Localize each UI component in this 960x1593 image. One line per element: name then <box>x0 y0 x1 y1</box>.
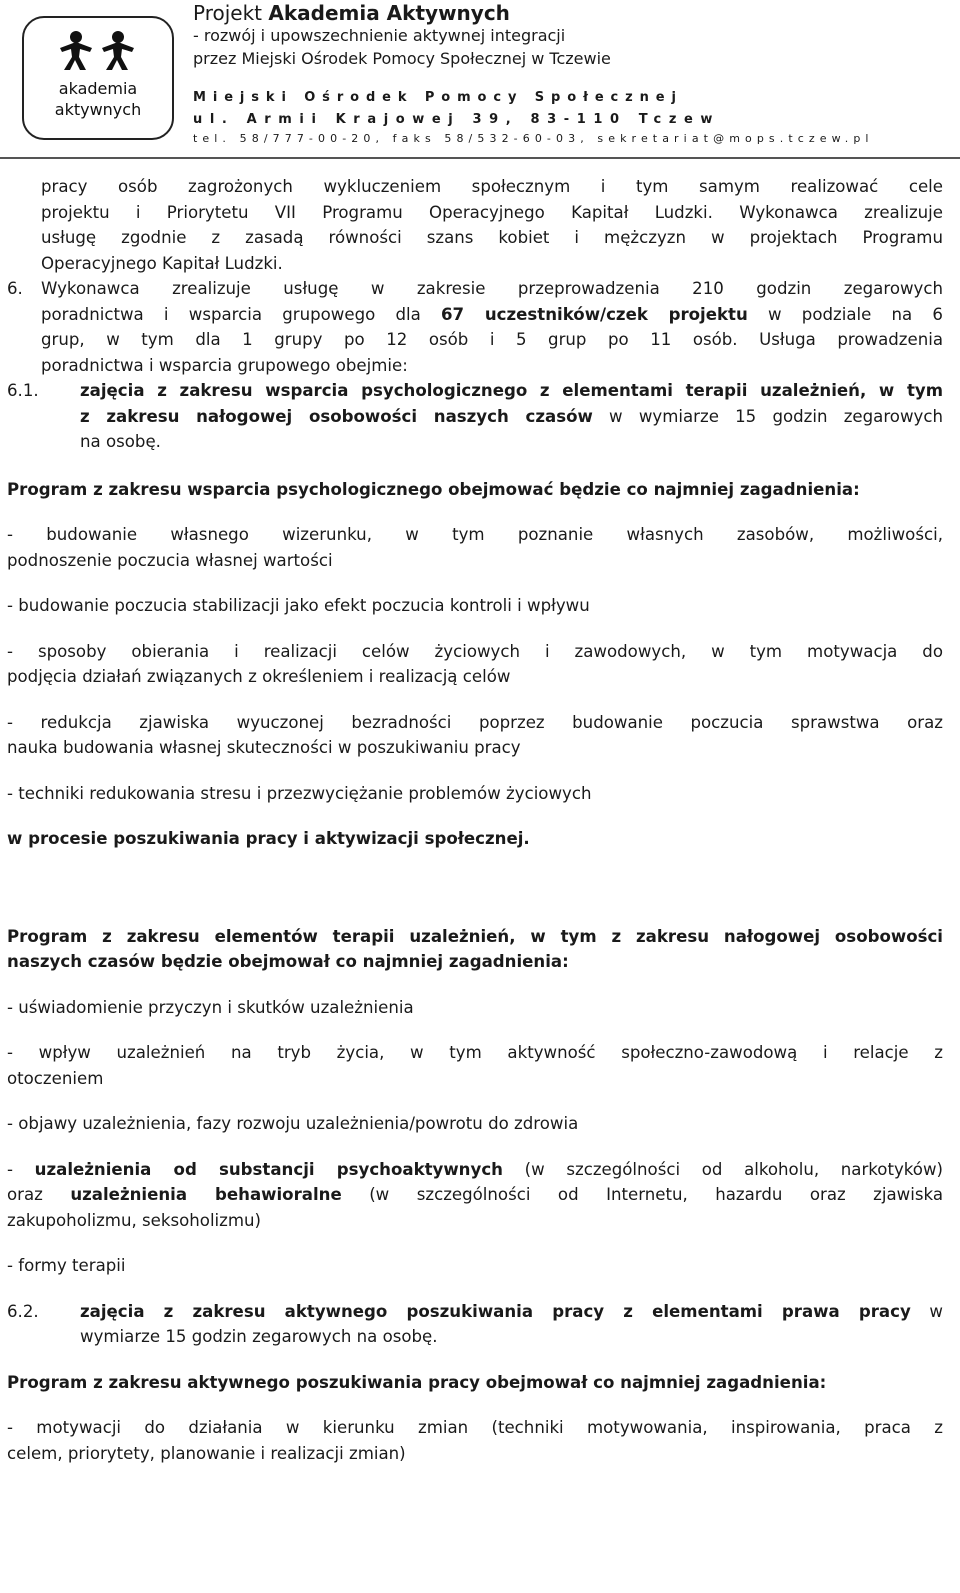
text-line: pracy osób zagrożonych wykluczeniem społecznym i tym samym realizować cele <box>41 177 943 196</box>
program-1-closing <box>7 826 943 852</box>
text-span: z zakresu nałogowej osobowości naszych czasów <box>80 406 593 426</box>
list-item: - motywacji do działania w kierunku zmian (techniki motywowania, inspirowania, praca z <box>7 1418 943 1437</box>
list-item: - uświadomienie przyczyn i skutków uzależnienia <box>7 997 414 1017</box>
project-prefix: Projekt <box>193 1 269 25</box>
list-item-cont <box>7 1182 943 1208</box>
org-name: Miejski Ośrodek Pomocy Społecznej <box>193 90 683 105</box>
logo-line1: akademia <box>58 79 138 98</box>
section-6 <box>0 276 960 378</box>
section-6-2 <box>0 1299 960 1350</box>
text-line: wymiarze 15 godzin zegarowych na osobę. <box>80 1327 438 1346</box>
program-2 <box>0 924 960 1279</box>
text-line: Wykonawca zrealizuje usługę w zakresie przeprowadzenia 210 godzin zegarowych <box>41 279 943 298</box>
list-item: - budowanie poczucia stabilizacji jako efekt poczucia kontroli i wpływu <box>7 596 590 615</box>
header-divider <box>0 157 960 159</box>
text-line: Operacyjnego Kapitał Ludzki. <box>41 253 283 273</box>
program-2-heading <box>7 924 943 950</box>
section-number: 6. <box>7 279 23 298</box>
list-item: - budowanie własnego wizerunku, w tym poznanie własnych zasobów, możliwości, <box>7 525 943 544</box>
project-title <box>193 0 510 26</box>
list-item-cont: zakupoholizmu, seksoholizmu) <box>7 1210 262 1230</box>
list-item-cont: podjęcia działań związanych z określeniem i realizacją celów <box>7 667 511 686</box>
program-3-heading <box>7 1370 943 1396</box>
text-line: poradnictwa i wsparcia grupowego obejmie: <box>41 355 408 375</box>
program-3 <box>0 1370 960 1467</box>
text-line <box>80 404 943 430</box>
list-item: - redukcja zjawiska wyuczonej bezradności poprzez budowanie poczucia sprawstwa oraz <box>7 712 943 732</box>
text-span: w wymiarze 15 godzin zegarowych <box>592 406 943 426</box>
text-span: (w szczególności od Internetu, hazardu oraz zjawiska <box>341 1185 943 1204</box>
list-item-cont: nauka budowania własnej skuteczności w poszukiwaniu pracy <box>7 738 521 757</box>
heading-text: naszych czasów będzie obejmował co najmniej zagadnienia: <box>7 952 569 971</box>
heading-text: Program z zakresu wsparcia psychologicznego obejmować będzie co najmniej zagadnienia: <box>7 479 860 499</box>
list-item-cont: celem, priorytety, planowanie i realizacji zmian) <box>7 1443 406 1463</box>
project-name: Akademia Aktywnych <box>268 1 510 25</box>
text-span: poradnictwa i wsparcia grupowego dla <box>41 304 442 324</box>
project-subtitle-2: przez Miejski Ośrodek Pomocy Społecznej w Tczewie <box>193 49 611 68</box>
list-item: - techniki redukowania stresu i przezwyciężanie problemów życiowych <box>7 783 592 803</box>
text-line: projektu i Priorytetu VII Programu Operacyjnego Kapitał Ludzki. Wykonawca zrealizuje <box>41 202 943 222</box>
text-span: oraz <box>7 1185 71 1204</box>
list-item: - objawy uzależnienia, fazy rozwoju uzależnienia/powrotu do zdrowia <box>7 1114 579 1133</box>
section-number: 6.2. <box>7 1301 39 1321</box>
participants-count: 67 uczestników/czek projektu <box>441 304 748 324</box>
text-span: (w szczególności od alkoholu, narkotyków) <box>502 1159 943 1179</box>
program-1-heading <box>7 477 943 503</box>
org-address: ul. Armii Krajowej 39, 83-110 Tczew <box>193 112 721 127</box>
section-number: 6.1. <box>7 381 39 400</box>
text-span: zajęcia z zakresu wsparcia psychologicznego z elementami terapii uzależnień, w tym <box>80 381 943 400</box>
letterhead <box>0 0 960 160</box>
intro-paragraph <box>0 174 960 276</box>
text-line <box>41 302 943 328</box>
list-item: - formy terapii <box>7 1256 126 1275</box>
text-line: na osobę. <box>80 432 161 451</box>
text-span: w podziale na 6 <box>747 304 943 324</box>
closing-text: w procesie poszukiwania pracy i aktywizacji społecznej. <box>7 829 530 848</box>
text-line: usługę zgodnie z zasadą równości szans kobiet i mężczyzn w projektach Programu <box>41 228 943 247</box>
logo-line2: aktywnych <box>54 100 142 119</box>
akademia-aktywnych-logo <box>22 16 174 140</box>
list-item: - sposoby obierania i realizacji celów życiowych i zawodowych, w tym motywacja do <box>7 641 943 661</box>
text-line: grup, w tym dla 1 grupy po 12 osób i 5 grup po 11 osób. Usługa prowadzenia <box>41 330 943 349</box>
section-6-1 <box>0 378 960 455</box>
document-body <box>0 174 960 1466</box>
text-span: uzależnienia od substancji psychoaktywnych <box>34 1159 503 1179</box>
text-line <box>80 378 943 404</box>
text-span: w <box>910 1301 943 1321</box>
project-subtitle-1: - rozwój i upowszechnienie aktywnej integracji <box>193 26 566 45</box>
list-item: - wpływ uzależnień na tryb życia, w tym aktywność społeczno-zawodową i relacje z <box>7 1043 943 1062</box>
people-icon <box>46 30 150 70</box>
program-1 <box>0 477 960 852</box>
program-2-heading-cont <box>7 949 943 975</box>
heading-text: Program z zakresu aktywnego poszukiwania pracy obejmował co najmniej zagadnienia: <box>7 1372 827 1392</box>
list-item <box>7 1157 943 1183</box>
list-item-cont: podnoszenie poczucia własnej wartości <box>7 550 333 570</box>
list-item-cont: otoczeniem <box>7 1068 104 1088</box>
text-span: zajęcia z zakresu aktywnego poszukiwania pracy z elementami prawa pracy <box>80 1301 911 1321</box>
text-span: uzależnienia behawioralne <box>70 1185 342 1204</box>
text-span: - <box>7 1159 35 1179</box>
text-line <box>80 1299 943 1325</box>
org-contact: tel. 58/777-00-20, faks 58/532-60-03, sekretariat@mops.tczew.pl <box>193 132 874 145</box>
heading-text: Program z zakresu elementów terapii uzależnień, w tym z zakresu nałogowej osobowości <box>7 926 943 946</box>
